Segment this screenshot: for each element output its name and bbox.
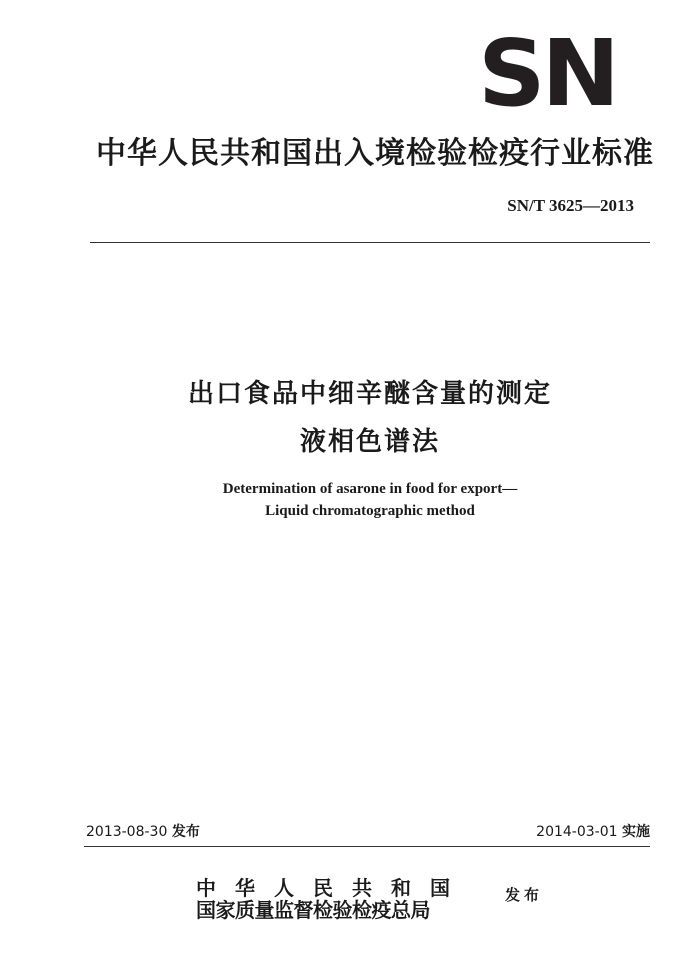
top-divider <box>90 242 650 243</box>
title-en-line1: Determination of asarone in food for export— <box>222 481 518 497</box>
title-cn-line2: 液相色谱法 <box>299 427 440 457</box>
publish-label: 发布 <box>505 886 544 904</box>
implement-date-label: 实施 <box>622 824 650 840</box>
issuer-line1: 中华人民共和国 <box>196 876 469 900</box>
authority-title: 中华人民共和国出入境检验检疫行业标准 <box>96 136 654 171</box>
title-cn-line1: 出口食品中细辛醚含量的测定 <box>187 379 552 409</box>
issuer-line2: 国家质量监督检验检疫总局 <box>196 898 430 922</box>
issue-date-label: 发布 <box>171 824 200 840</box>
bottom-divider <box>84 846 650 847</box>
issue-date <box>86 821 200 841</box>
issue-date-value: 2013-08-30 <box>86 824 168 840</box>
implement-date <box>536 821 650 841</box>
sn-logo: SN <box>478 20 616 127</box>
title-en-line2: Liquid chromatographic method <box>265 503 475 519</box>
implement-date-value: 2014-03-01 <box>536 824 618 840</box>
standard-number: SN/T 3625—2013 <box>507 196 634 215</box>
